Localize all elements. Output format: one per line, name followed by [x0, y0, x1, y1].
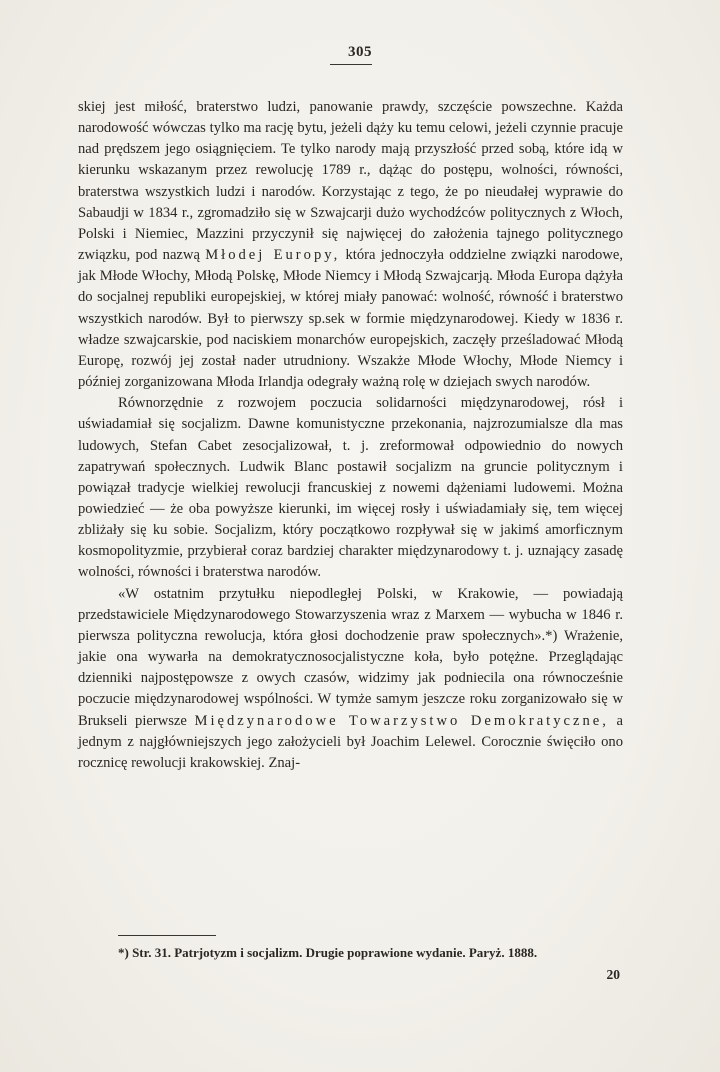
paragraph-1-spaced-name: Młodej Europy, — [205, 247, 341, 264]
paragraph-1-tail: która jednoczyła oddzielne związki narodowe, jak Młode Włochy, Młodą Polskę, Młode Niemcy i Młodą Szwajcarją. Młoda Europa dążyła do socjalnej republiki europejskiej, w której miały panować: wolność, równość i braterstwo wszystkich narodów. Był to pierwszy sp.sek w formie międzynarodowej. Kiedy w 1836 r. władze szwajcarskie, pod naciskiem monarchów europejskich, zaczęły prześladować Młodą Europę, rozwój jej został nader utrudniony. Wszakże Młode Włochy, Młode Niemcy i później zorganizowana Młoda Irlandja odegrały ważną rolę w dziejach swych narodów. — [78, 247, 623, 391]
paragraph-2: Równorzędnie z rozwojem poczucia solidarności międzynarodowej, rósł i uświadamiał się socjalizm. Dawne komunistyczne przekonania, najzrozumialsze dla mas ludowych, Stefan Cabet zesocjalizował, t. j. zreformował odpowiednio do nowych zapatrywań społecznych. Ludwik Blanc postawił socjalizm na gruncie politycznym i powiązał tradycje wielkiej rewolucji francuskiej z nowemi dążeniami ludowemi. Można powiedzieć — że oba powyższe kierunki, im więcej rosły i uświadamiały się, tem więcej zbliżały się ku sobie. Socjalizm, który początkowo rozpływał się w jakimś amorficznym kosmopolityzmie, przybierał coraz bardziej charakter międzynarodowy t. j. uznający zasadę wolności, równości i braterstwa narodów. — [78, 395, 623, 581]
footnote: *) Str. 31. Patrjotyzm i socjalizm. Drugie poprawione wydanie. Paryż. 1888. — [118, 945, 538, 960]
page-number-rule — [330, 64, 372, 65]
paragraph-3 — [78, 584, 623, 774]
paragraph-3-spaced-name: Międzynarodowe Towarzystwo Demokratyczne, — [194, 712, 609, 729]
paragraph-1-text: skiej jest miłość, braterstwo ludzi, panowanie prawdy, szczęście powszechne. Każda narodowość wówczas tylko ma rację bytu, jeżeli dąży ku temu celowi, jeżeli czynnie pracuje nad prędszem jego osiągnięciem. Te tylko narody mają przyszłość przed sobą, które idą w kierunku wskazanym przez rewolucję 1789 r., dążąc do postępu, wolności, równości, braterstwa wszystkich ludzi i narodów. Korzystając z tego, że po nieudałej wyprawie do Sabaudji w 1834 r., zgromadziło się w Szwajcarji dużo wychodźców politycznych z Włoch, Polski i Niemiec, Mazzini przyczynił się najwięcej do założenia tajnego politycznego związku, pod nazwą — [78, 99, 623, 264]
paragraph-1 — [78, 97, 623, 393]
paragraph-3-text: «W ostatnim przytułku niepodległej Polski, w Krakowie, — powiadają przedstawiciele Międzynarodowego Stowarzyszenia wraz z Marxem — wybucha w 1846 r. pierwsza polityczna rewolucja, która głosi dochodzenie praw społecznych».*) Wrażenie, jakie ona wywarła na demokratycznosocjalistyczne koła, było potężne. Przeglądając dzienniki najpostępowsze z owych czasów, widzimy jak podniecila ona równocześnie poczucie międzynarodowej wspólności. W tymże samym jeszcze roku zorganizowało się w Brukseli pierwsze — [78, 585, 623, 729]
footnote-rule — [118, 935, 216, 936]
page-number: 305 — [348, 44, 372, 60]
body-text — [78, 97, 623, 774]
paragraph-3-tail: a jednym z najgłówniejszych jego założycieli był Joachim Lelewel. Corocznie święciło ono rocznicę rewolucji krakowskiej. Znaj- — [78, 712, 623, 771]
signature-mark: 20 — [606, 967, 620, 982]
